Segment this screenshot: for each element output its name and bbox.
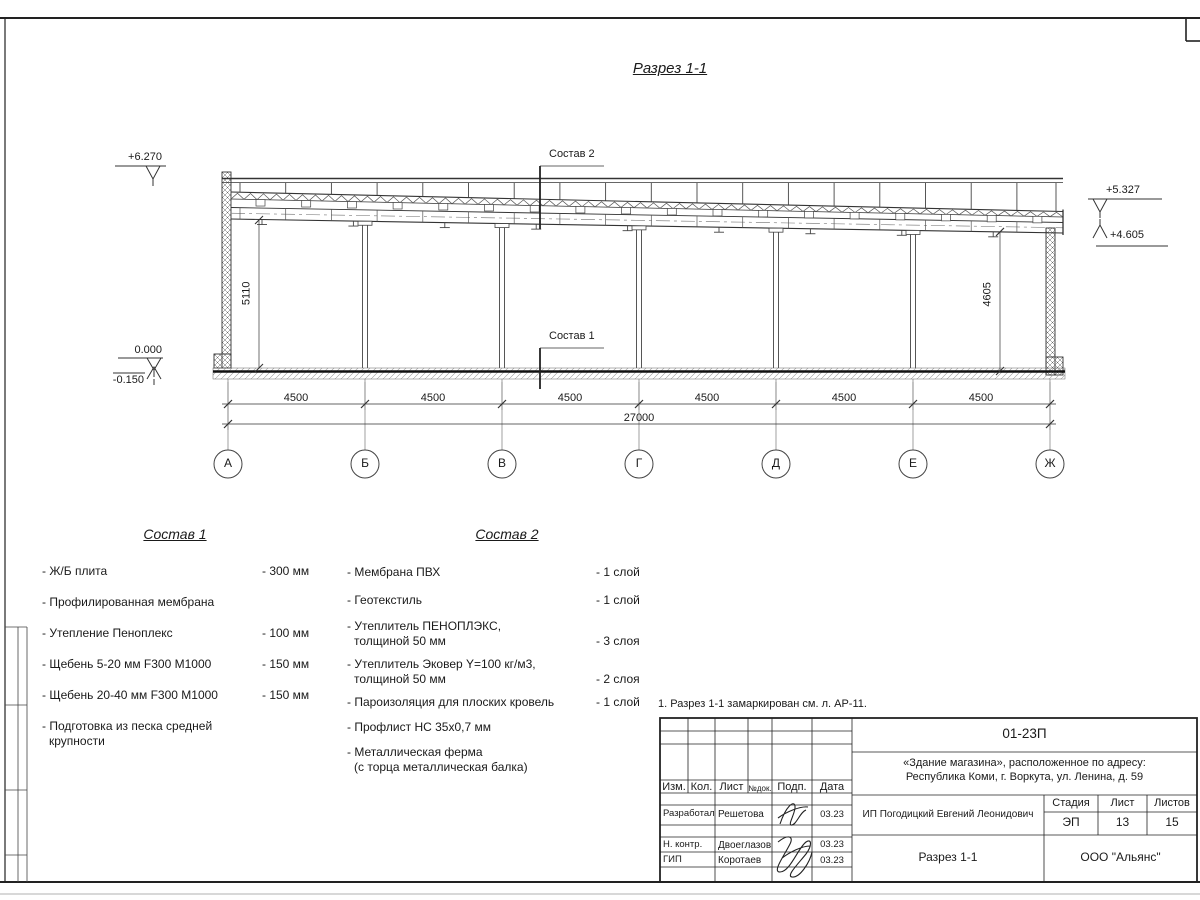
list-item-value: - 150 мм bbox=[262, 688, 310, 702]
tb-name: Решетова bbox=[718, 809, 764, 820]
axis-label-e: Е bbox=[908, 456, 917, 470]
list-item: - Профилированная мембрана bbox=[42, 595, 215, 609]
list-item: толщиной 50 мм bbox=[354, 672, 446, 686]
list-item-value: - 1 слой bbox=[596, 593, 640, 607]
col-header-data: Дата bbox=[819, 781, 845, 793]
tb-date: 03.23 bbox=[820, 839, 844, 850]
sostav2-title: Состав 2 bbox=[475, 526, 539, 542]
list-item-value: - 2 слоя bbox=[596, 672, 640, 686]
page-title: Разрез 1-1 bbox=[632, 60, 708, 77]
elevation-top-left: +6.270 bbox=[128, 151, 162, 163]
axis-label-zh: Ж bbox=[1044, 456, 1056, 470]
leader-label-sostav1: Состав 1 bbox=[549, 330, 595, 342]
client-name: ИП Погодицкий Евгений Леонидович bbox=[862, 809, 1034, 820]
tb-company: ООО "Альянс" bbox=[1080, 850, 1161, 864]
doc-number: 01-23П bbox=[1002, 726, 1047, 741]
list-item-value: - 150 мм bbox=[262, 657, 310, 671]
sheet-note: 1. Разрез 1-1 замаркирован см. л. АР-11. bbox=[658, 698, 867, 710]
tb-role: Разработал bbox=[663, 808, 715, 819]
sostav1-title: Состав 1 bbox=[143, 526, 207, 542]
list-item: - Щебень 5-20 мм F300 М1000 bbox=[42, 657, 212, 671]
sheets-header: Листов bbox=[1154, 797, 1190, 809]
list-item: - Утеплитель Эковер Y=100 кг/м3, bbox=[347, 657, 536, 671]
tb-date: 03.23 bbox=[820, 855, 844, 866]
col-header-izm: Изм. bbox=[662, 781, 686, 793]
tb-name: Коротаев bbox=[718, 855, 762, 866]
list-item: - Металлическая ферма bbox=[347, 745, 483, 759]
tb-sheet-title: Разрез 1-1 bbox=[918, 850, 978, 864]
list-item: - Ж/Б плита bbox=[42, 564, 108, 578]
col-header-kol: Кол. bbox=[690, 781, 713, 793]
tb-name: Двоеглазов bbox=[718, 840, 772, 851]
list-item: толщиной 50 мм bbox=[354, 634, 446, 648]
stage-value: ЭП bbox=[1062, 815, 1080, 829]
dim-span: 4500 bbox=[557, 392, 583, 404]
dim-span: 4500 bbox=[831, 392, 857, 404]
list-item: - Подготовка из песка средней bbox=[42, 719, 213, 733]
list-item: - Геотекстиль bbox=[347, 593, 422, 607]
col-header-list: Лист bbox=[719, 781, 744, 793]
axis-label-g: Г bbox=[635, 456, 643, 470]
list-item-value: - 3 слоя bbox=[596, 634, 640, 648]
list-item: - Пароизоляция для плоских кровель bbox=[347, 695, 555, 709]
height-dim-right: 4605 bbox=[981, 282, 994, 307]
axis-label-b: Б bbox=[361, 456, 369, 470]
dim-total-span: 27000 bbox=[623, 412, 655, 424]
dim-span: 4500 bbox=[283, 392, 309, 404]
tb-date: 03.23 bbox=[820, 809, 844, 820]
object-address-line1: «Здание магазина», расположенное по адресу: bbox=[903, 757, 1146, 769]
list-item: - Утеплитель ПЕНОПЛЭКС, bbox=[347, 619, 502, 633]
sheet-header: Лист bbox=[1110, 797, 1135, 809]
list-item-value: - 1 слой bbox=[596, 695, 640, 709]
elevation-zero: 0.000 bbox=[134, 344, 162, 356]
sheet-number: 13 bbox=[1115, 815, 1130, 829]
col-header-podp: Подп. bbox=[777, 781, 807, 793]
dim-span: 4500 bbox=[420, 392, 446, 404]
elevation-below-zero: -0.150 bbox=[112, 374, 144, 386]
object-address-line2: Республика Коми, г. Воркута, ул. Ленина, д. 59 bbox=[905, 771, 1144, 783]
axis-label-v: В bbox=[497, 456, 506, 470]
stage-header: Стадия bbox=[1052, 797, 1090, 809]
list-item: - Щебень 20-40 мм F300 М1000 bbox=[42, 688, 218, 702]
elevation-right-lower: +4.605 bbox=[1110, 229, 1144, 241]
dim-span: 4500 bbox=[968, 392, 994, 404]
tb-role: ГИП bbox=[663, 854, 682, 865]
axis-label-a: А bbox=[223, 456, 232, 470]
leader-label-sostav2: Состав 2 bbox=[549, 148, 595, 160]
list-item-value: - 300 мм bbox=[262, 564, 310, 578]
axis-label-d: Д bbox=[771, 456, 781, 470]
list-item: - Мембрана ПВХ bbox=[347, 565, 441, 579]
list-item-value: - 1 слой bbox=[596, 565, 640, 579]
elevation-right-upper: +5.327 bbox=[1106, 184, 1140, 196]
tb-role: Н. контр. bbox=[663, 839, 703, 850]
list-item: (с торца металлическая балка) bbox=[354, 760, 528, 774]
height-dim-left: 5110 bbox=[240, 281, 253, 306]
list-item: - Профлист НС 35х0,7 мм bbox=[347, 720, 491, 734]
sheets-total: 15 bbox=[1165, 815, 1179, 829]
list-item: - Утепление Пеноплекс bbox=[42, 626, 173, 640]
list-item: крупности bbox=[49, 734, 105, 748]
list-item-value: - 100 мм bbox=[262, 626, 310, 640]
col-header-ndok: №док. bbox=[748, 784, 772, 793]
dim-span: 4500 bbox=[694, 392, 720, 404]
